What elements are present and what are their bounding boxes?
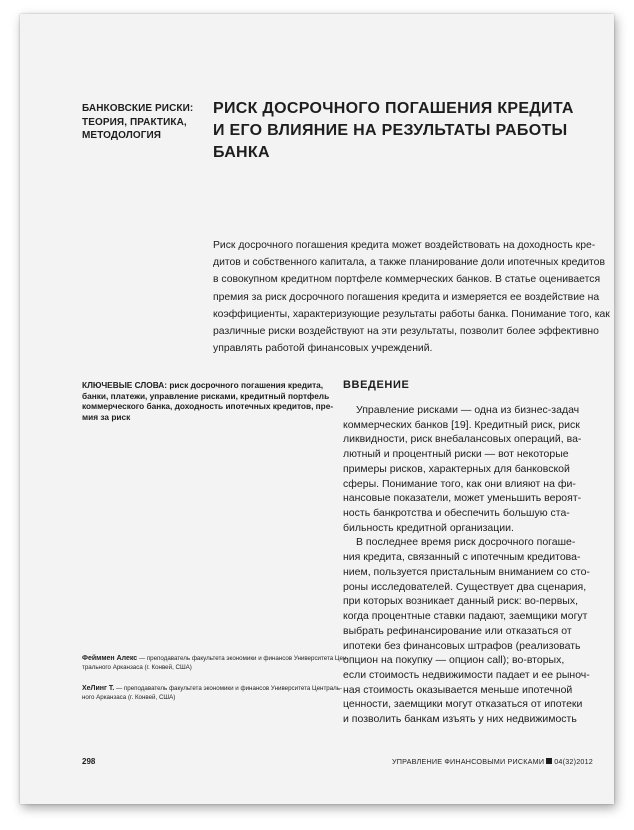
abstract-line: дитов и собственного капитала, а также планирование доли ипотечных кредитов: [213, 257, 605, 269]
body-line: ипотеки без финансовых штрафов (реализовать: [343, 639, 581, 652]
body-text: [343, 403, 593, 727]
body-line: нием, пользуется пристальным вниманием со сто-: [343, 565, 590, 578]
body-line: ликвидности, риск внебалансовых операций, ва-: [343, 433, 582, 446]
body-line: ния кредита, связанный с ипотечным кредитова-: [343, 551, 581, 564]
keywords-block: [82, 380, 332, 422]
keywords-line: КЛЮЧЕВЫЕ СЛОВА: риск досрочного погашения кредита,: [82, 380, 324, 390]
intro-heading: ВВЕДЕНИЕ: [343, 379, 410, 391]
rubric-line: МЕТОДОЛОГИЯ: [82, 130, 162, 141]
author-line: [82, 654, 349, 663]
body-line: ценности, заемщики могут отказаться от ипотеки: [343, 698, 583, 711]
keywords-line: банки, платежи, управление рисками, кредитный портфель: [82, 390, 330, 401]
abstract-line: в совокупном кредитном портфеле коммерческих банков. В статье оценивается: [213, 274, 601, 286]
rubric-line: ТЕОРИЯ, ПРАКТИКА,: [82, 116, 187, 128]
body-line: при которых возникает данный риск: во-первых,: [343, 595, 578, 608]
author-line: трального Арканзаса (г. Конвей, США): [82, 664, 192, 671]
body-line: если стоимость недвижимости падает и ее рыноч-: [343, 668, 590, 681]
author-name: Фейммен Алекс: [82, 655, 138, 662]
body-line: бильность кредитной организации.: [343, 521, 514, 534]
abstract-line: различные риски воздействуют на эти результаты, позволит более эффективно: [213, 326, 599, 338]
body-line: опцион на покупку — опцион call); во-вторых,: [343, 654, 565, 667]
abstract-line: Риск досрочного погашения кредита может воздействовать на доходность кре-: [213, 240, 596, 251]
body-line: роны исследователей. Существует два сценария,: [343, 580, 587, 593]
keywords-line: мия за риск: [82, 411, 131, 422]
body-line: когда процентные ставки падают, заемщики могут: [343, 610, 588, 623]
author-note: [82, 654, 349, 672]
running-footer: [392, 757, 593, 766]
author-line: ного Арканзаса (г. Конвей, США): [82, 694, 176, 701]
body-line: выбрать рефинансирование или отказаться от: [343, 624, 572, 637]
abstract-line: управлять работой финансовых учреждений.: [213, 343, 433, 355]
article-abstract: [213, 237, 610, 357]
body-line: и позволить банкам изъять у них недвижимость: [343, 713, 577, 726]
body-line: Управление рисками — одна из бизнес-задач: [356, 404, 580, 416]
body-line: ная стоимость оказывается меньше ипотечной: [343, 683, 573, 696]
square-separator-icon: [546, 758, 552, 764]
keywords-line: коммерческого банка, доходность ипотечных кредитов, пре-: [82, 401, 334, 412]
title-line: БАНКА: [213, 144, 270, 161]
section-rubric: [82, 102, 202, 143]
body-line: нансовые показатели, может уменьшить вероят-: [343, 492, 582, 505]
rubric-line: БАНКОВСКИЕ РИСКИ:: [82, 103, 194, 114]
body-line: В последнее время риск досрочного погаше-: [356, 536, 576, 549]
body-line: ность банкротства и обеспечить большую ста-: [343, 507, 570, 520]
body-line: коммерческих банков [19]. Кредитный риск, риск: [343, 418, 580, 431]
journal-page: [20, 14, 614, 804]
author-name: ХеЛинг Т.: [82, 685, 115, 692]
author-affiliation: — преподаватель факультета экономики и финансов Университета Централь-: [114, 685, 343, 692]
title-line: И ЕГО ВЛИЯНИЕ НА РЕЗУЛЬТАТЫ РАБОТЫ: [213, 122, 568, 139]
abstract-line: премия за риск досрочного погашения кредита и измеряется ее воздействие на: [213, 291, 600, 303]
body-line: примеры рисков, характерных для банковской: [343, 462, 570, 475]
journal-issue: 04(32)2012: [554, 757, 593, 766]
article-title: [213, 98, 593, 164]
page-number: 298: [82, 757, 96, 766]
title-line: РИСК ДОСРОЧНОГО ПОГАШЕНИЯ КРЕДИТА: [213, 100, 574, 117]
abstract-line: коэффициенты, характеризующие результаты работы банка. Понимание того, как: [213, 308, 610, 320]
body-line: сферы. Понимание того, как они влияют на фи-: [343, 477, 576, 490]
author-line: [82, 684, 343, 693]
body-line: лютный и процентный риски — вот некоторые: [343, 448, 569, 461]
journal-name: УПРАВЛЕНИЕ ФИНАНСОВЫМИ РИСКАМИ: [391, 757, 545, 766]
author-note: [82, 684, 343, 702]
author-affiliation: — преподаватель факультета экономики и финансов Университета Цен-: [137, 655, 349, 662]
